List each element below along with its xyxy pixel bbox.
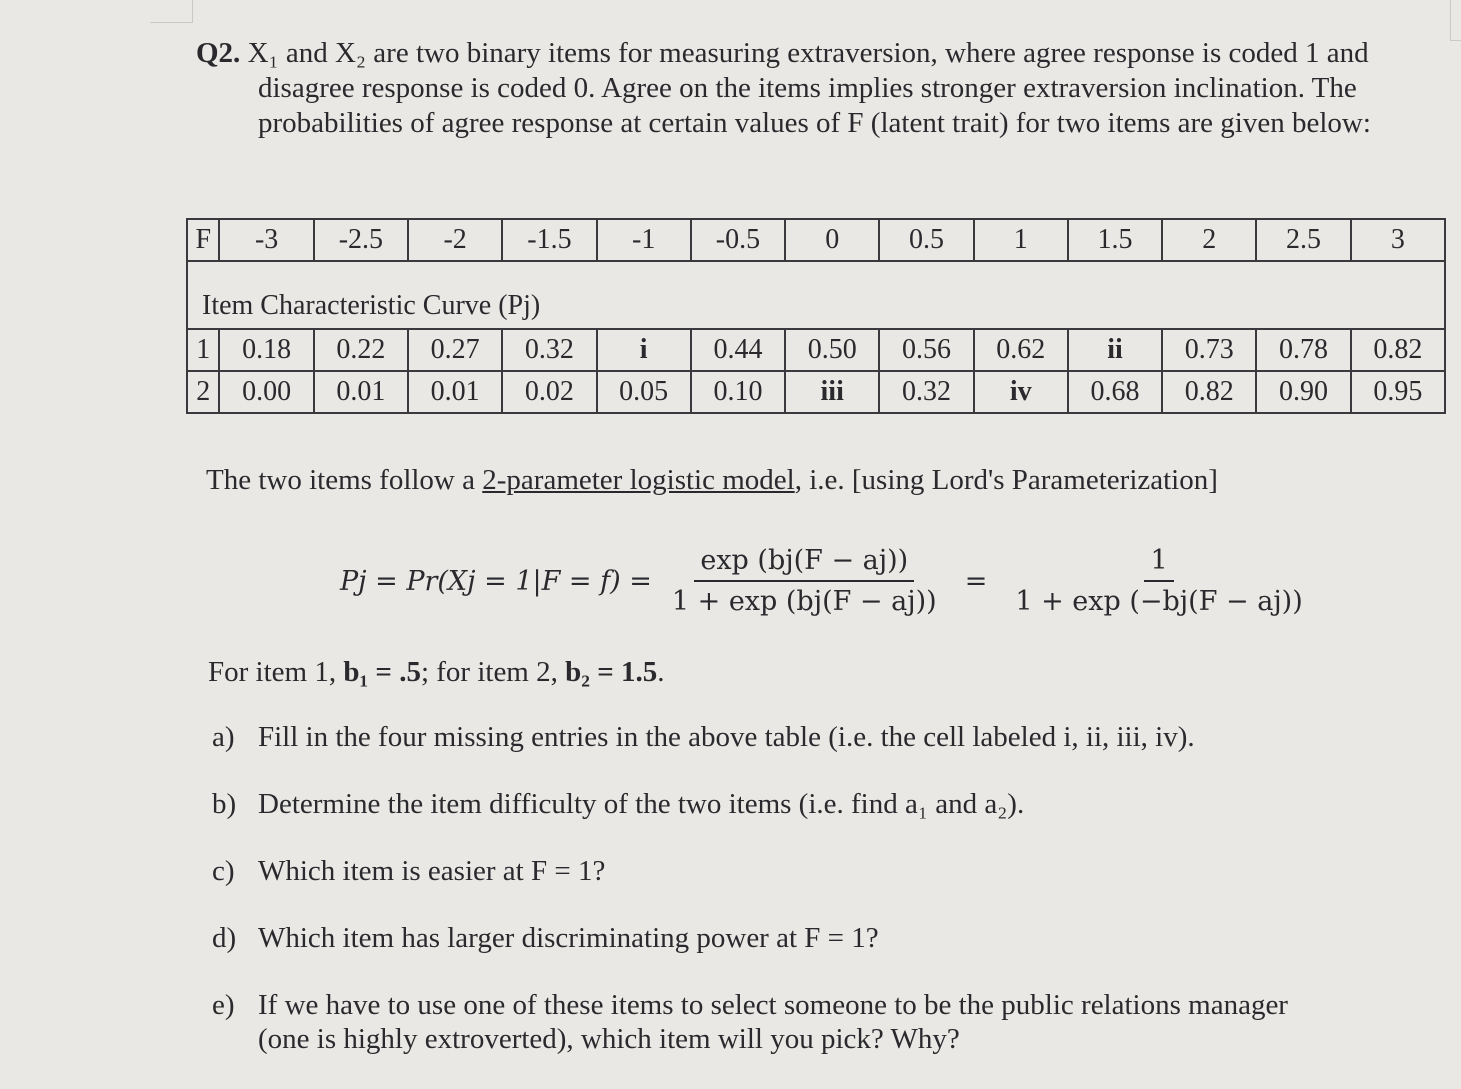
question-block <box>196 36 1446 141</box>
probability-cell: 0.56 <box>879 329 973 371</box>
f-value-cell: 3 <box>1351 219 1445 261</box>
probability-cell: 0.00 <box>219 371 313 413</box>
missing-entry-cell: i <box>597 329 691 371</box>
f-value-cell: -2.5 <box>314 219 408 261</box>
part-text: Which item is easier at F = 1? <box>258 855 606 887</box>
probability-cell: 0.27 <box>408 329 502 371</box>
b-end: . <box>657 656 665 688</box>
missing-entry-cell: iii <box>785 371 879 413</box>
probability-cell: 0.44 <box>691 329 785 371</box>
f-value-cell: -1 <box>597 219 691 261</box>
fraction-2-denominator: 1 + exp (−bj(F − aj)) <box>1015 586 1303 617</box>
probability-cell: 0.32 <box>502 329 596 371</box>
probability-cell: 0.73 <box>1162 329 1256 371</box>
f-value-cell: 1 <box>974 219 1068 261</box>
part-text: Determine the item difficulty of the two items (i.e. find a₁ and a₂). <box>258 788 1025 820</box>
part-label: c) <box>212 855 235 887</box>
probability-cell: 0.82 <box>1351 329 1445 371</box>
probability-cell: 0.22 <box>314 329 408 371</box>
item-number: 1 <box>187 329 219 371</box>
part-label: e) <box>212 989 235 1021</box>
part-text: Fill in the four missing entries in the above table (i.e. the cell labeled i, ii, iii, iv). <box>258 721 1195 753</box>
b2-value: b₂ = 1.5 <box>565 656 658 688</box>
icc-section-label: Item Characteristic Curve (Pj) <box>187 261 1445 329</box>
probability-cell: 0.05 <box>597 371 691 413</box>
icc-table <box>186 218 1446 414</box>
fraction-1-denominator: 1 + exp (bj(F − aj)) <box>671 586 937 617</box>
part-label: d) <box>212 922 237 954</box>
f-value-cell: -3 <box>219 219 313 261</box>
f-value-cell: 0 <box>785 219 879 261</box>
page-corner-mark <box>150 0 193 23</box>
formula-fraction-1 <box>666 545 943 617</box>
question-parts <box>212 720 1292 1089</box>
b-mid: ; for item 2, <box>420 656 566 688</box>
f-value-cell: 1.5 <box>1068 219 1162 261</box>
f-value-cell: -0.5 <box>691 219 785 261</box>
f-value-cell: 2 <box>1162 219 1256 261</box>
model-intro <box>206 464 1218 497</box>
probability-cell: 0.95 <box>1351 371 1445 413</box>
question-text: X₁ and X₂ are two binary items for measuring extraversion, where agree response is coded 1 and disagree response is coded 0. Agree on the items implies stronger extraversion inclination. The probabilities of agree response at certain values of F (latent trait) for two items are given below: <box>247 37 1371 139</box>
section-row <box>187 261 1445 329</box>
page-edge-mark <box>1450 0 1461 41</box>
probability-cell: 0.02 <box>502 371 596 413</box>
probability-cell: 0.50 <box>785 329 879 371</box>
question-number: Q2. <box>196 37 241 69</box>
probability-cell: 0.01 <box>408 371 502 413</box>
probability-cell: 0.78 <box>1256 329 1350 371</box>
logistic-formula <box>340 536 1303 626</box>
fraction-1-numerator: exp (bj(F − aj)) <box>694 545 914 582</box>
item-1-row <box>187 329 1445 371</box>
probability-cell: 0.10 <box>691 371 785 413</box>
item-2-row <box>187 371 1445 413</box>
part-item <box>212 921 1292 955</box>
f-value-cell: -1.5 <box>502 219 596 261</box>
f-header: F <box>187 219 219 261</box>
b-prefix: For item 1, <box>208 656 344 688</box>
formula-fraction-2 <box>1009 545 1308 617</box>
probability-cell: 0.62 <box>974 329 1068 371</box>
part-label: b) <box>212 788 237 820</box>
question-body <box>196 36 1446 141</box>
formula-lhs: Pj = Pr(Xj = 1|F = f) = <box>340 565 652 597</box>
part-item <box>212 720 1292 754</box>
fraction-2-numerator: 1 <box>1144 545 1173 582</box>
b-parameters <box>208 656 664 689</box>
probability-cell: 0.32 <box>879 371 973 413</box>
probability-cell: 0.01 <box>314 371 408 413</box>
probability-cell: 0.68 <box>1068 371 1162 413</box>
item-number: 2 <box>187 371 219 413</box>
model-name: 2-parameter logistic model <box>482 464 795 496</box>
missing-entry-cell: ii <box>1068 329 1162 371</box>
b1-value: b₁ = .5 <box>343 656 421 688</box>
probability-cell: 0.90 <box>1256 371 1350 413</box>
missing-entry-cell: iv <box>974 371 1068 413</box>
f-value-cell: 0.5 <box>879 219 973 261</box>
formula-equals: = <box>964 565 988 597</box>
probability-cell: 0.18 <box>219 329 313 371</box>
f-value-cell: 2.5 <box>1256 219 1350 261</box>
part-text: Which item has larger discriminating power at F = 1? <box>258 922 879 954</box>
part-text: If we have to use one of these items to select someone to be the public relations manager (one is highly extroverted), which item will you pick? Why? <box>258 989 1288 1055</box>
f-values-row <box>187 219 1445 261</box>
f-value-cell: -2 <box>408 219 502 261</box>
part-label: a) <box>212 721 235 753</box>
part-item <box>212 854 1292 888</box>
probability-cell: 0.82 <box>1162 371 1256 413</box>
intro-prefix: The two items follow a <box>206 464 483 496</box>
part-item <box>212 988 1292 1056</box>
intro-suffix: , i.e. [using Lord's Parameterization] <box>794 464 1218 496</box>
part-item <box>212 787 1292 821</box>
